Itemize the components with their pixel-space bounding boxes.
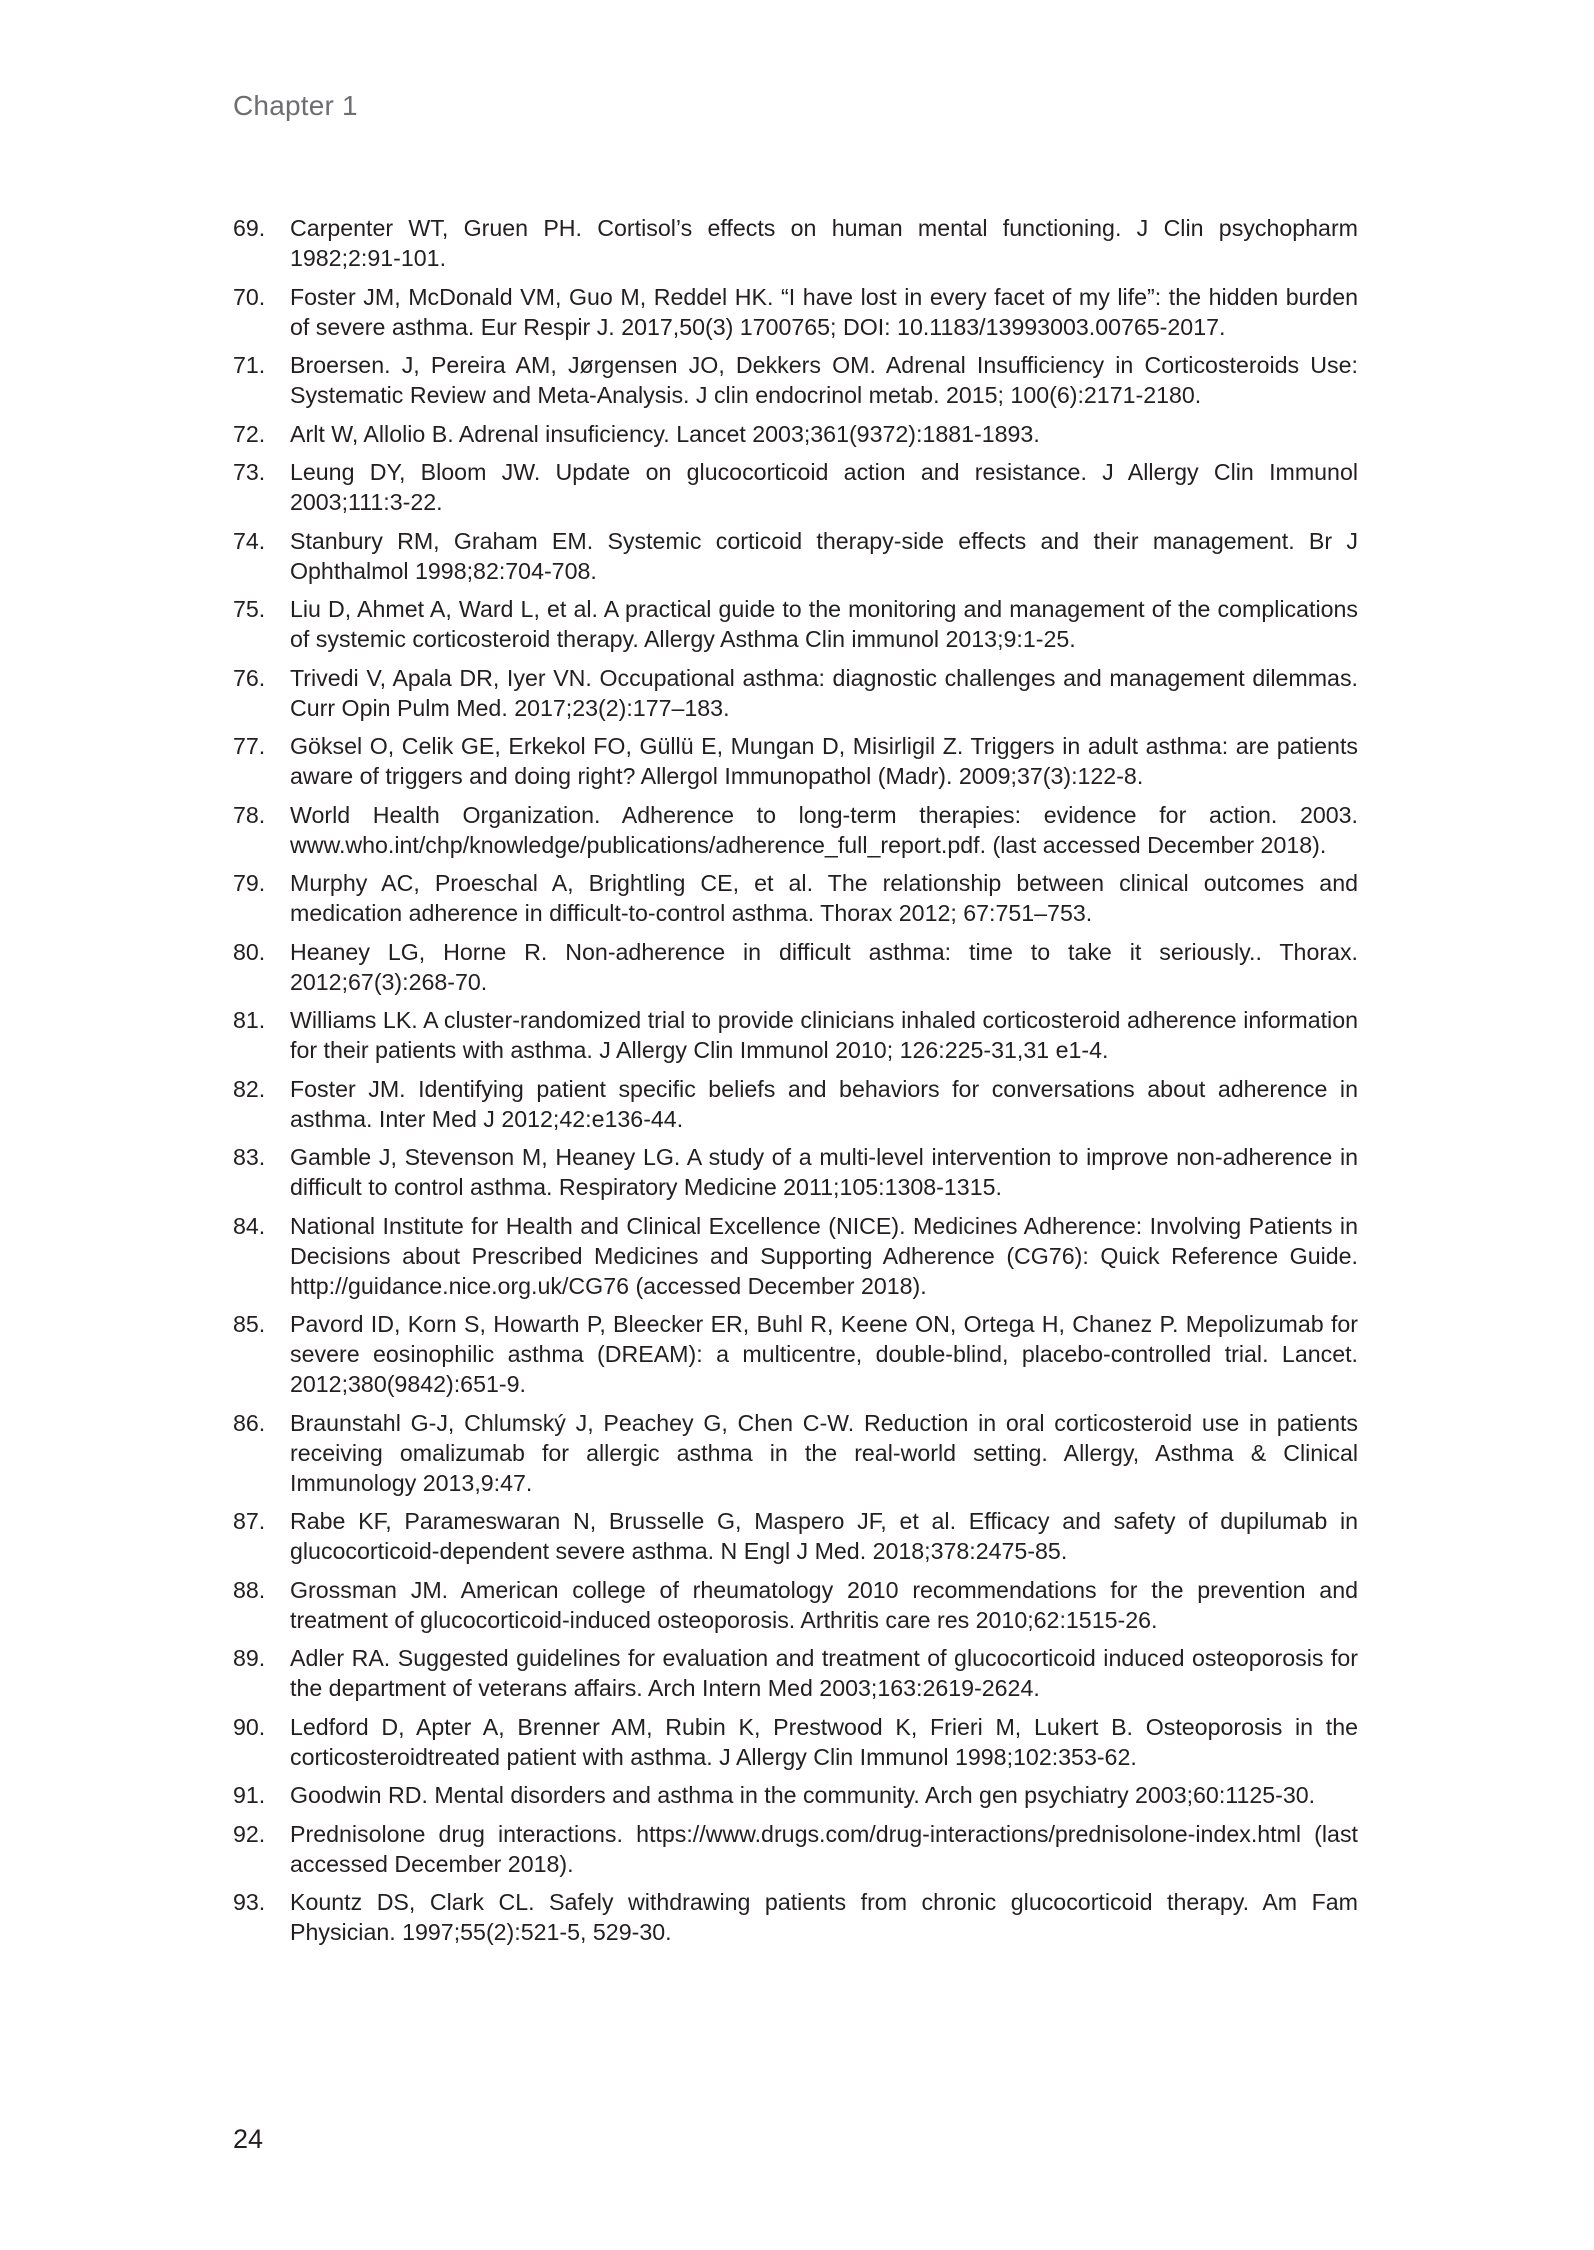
- reference-text: Murphy AC, Proeschal A, Brightling CE, et al. The relationship between clinical outcomes and medication adherence in difficult-to-control asthma. Thorax 2012; 67:751–753.: [290, 870, 1358, 926]
- reference-item: [233, 1005, 1358, 1065]
- reference-text: Williams LK. A cluster-randomized trial to provide clinicians inhaled corticosteroid adherence information for their patients with asthma. J Allergy Clin Immunol 2010; 126:225-31,31 e1-4.: [290, 1007, 1358, 1063]
- reference-text: Stanbury RM, Graham EM. Systemic corticoid therapy-side effects and their management. Br J Ophthalmol 1998;82:704-708.: [290, 527, 1358, 584]
- reference-item: [233, 1408, 1358, 1498]
- reference-item: [233, 1643, 1358, 1703]
- reference-number: 70.: [233, 283, 266, 310]
- reference-text: Foster JM. Identifying patient specific beliefs and behaviors for conversations about adherence in asthma. Inter Med J 2012;42:e136-44.: [290, 1075, 1358, 1132]
- reference-number: 87.: [233, 1508, 266, 1534]
- reference-number: 84.: [233, 1212, 266, 1239]
- reference-text: Arlt W, Allolio B. Adrenal insuficiency. Lancet 2003;361(9372):1881-1893.: [290, 420, 1040, 447]
- reference-list: [233, 213, 1358, 1956]
- reference-item: [233, 731, 1358, 791]
- reference-number: 91.: [233, 1782, 266, 1808]
- reference-item: [233, 1211, 1358, 1301]
- reference-text: Carpenter WT, Gruen PH. Cortisol’s effects on human mental functioning. J Clin psychopharm 1982;2:91-101.: [290, 215, 1358, 271]
- page-number: 24: [233, 2124, 264, 2154]
- reference-text: Rabe KF, Parameswaran N, Brusselle G, Maspero JF, et al. Efficacy and safety of dupilumab in glucocorticoid-dependent severe asthma. N Engl J Med. 2018;378:2475-85.: [290, 1508, 1358, 1564]
- reference-text: Ledford D, Apter A, Brenner AM, Rubin K, Prestwood K, Frieri M, Lukert B. Osteoporosis in the corticosteroidtreated patient with asthma. J Allergy Clin Immunol 1998;102:353-62.: [290, 1713, 1358, 1770]
- reference-number: 88.: [233, 1576, 266, 1603]
- reference-number: 93.: [233, 1889, 266, 1915]
- reference-text: Heaney LG, Horne R. Non-adherence in difficult asthma: time to take it seriously.. Thorax. 2012;67(3):268-70.: [290, 938, 1358, 995]
- reference-item: [233, 1887, 1358, 1947]
- reference-item: [233, 350, 1358, 410]
- reference-number: 85.: [233, 1311, 266, 1337]
- reference-text: Foster JM, McDonald VM, Guo M, Reddel HK. “I have lost in every facet of my life”: the hidden burden of severe asthma. Eur Respir J. 2017,50(3) 1700765; DOI: 10.1183/13993003.00765-2017.: [290, 283, 1358, 340]
- reference-number: 76.: [233, 664, 266, 691]
- chapter-header: Chapter 1: [233, 90, 358, 121]
- reference-item: [233, 1712, 1358, 1772]
- reference-item: [233, 1506, 1358, 1566]
- reference-number: 82.: [233, 1075, 266, 1102]
- reference-item: [233, 800, 1358, 860]
- reference-text: Broersen. J, Pereira AM, Jørgensen JO, Dekkers OM. Adrenal Insufficiency in Corticosteroids Use: Systematic Review and Meta-Analysis. J clin endocrinol metab. 2015; 100(6):2171-2180.: [290, 352, 1358, 408]
- reference-item: [233, 1142, 1358, 1202]
- reference-number: 69.: [233, 215, 266, 241]
- reference-item: [233, 1575, 1358, 1635]
- reference-number: 73.: [233, 459, 266, 485]
- reference-item: [233, 594, 1358, 654]
- reference-number: 75.: [233, 596, 266, 622]
- reference-item: [233, 1780, 1358, 1810]
- reference-number: 71.: [233, 352, 266, 378]
- reference-item: [233, 868, 1358, 928]
- reference-number: 79.: [233, 870, 266, 896]
- reference-item: [233, 526, 1358, 586]
- reference-item: [233, 282, 1358, 342]
- reference-number: 77.: [233, 733, 266, 759]
- reference-number: 92.: [233, 1820, 266, 1847]
- reference-text: Trivedi V, Apala DR, Iyer VN. Occupational asthma: diagnostic challenges and management dilemmas. Curr Opin Pulm Med. 2017;23(2):177–183.: [290, 664, 1358, 721]
- reference-text: Gamble J, Stevenson M, Heaney LG. A study of a multi-level intervention to improve non-adherence in difficult to control asthma. Respiratory Medicine 2011;105:1308-1315.: [290, 1144, 1358, 1200]
- reference-text: Grossman JM. American college of rheumatology 2010 recommendations for the prevention and treatment of glucocorticoid-induced osteoporosis. Arthritis care res 2010;62:1515-26.: [290, 1576, 1358, 1633]
- reference-item: [233, 457, 1358, 517]
- reference-text: National Institute for Health and Clinical Excellence (NICE). Medicines Adherence: Involving Patients in Decisions about Prescribed Medicines and Supporting Adherence (CG76): Quick Reference Guide. http://guidance.nice.org.uk/CG76 (accessed December 2018).: [290, 1212, 1358, 1299]
- reference-item: [233, 1074, 1358, 1134]
- reference-number: 89.: [233, 1645, 266, 1671]
- reference-text: Adler RA. Suggested guidelines for evaluation and treatment of glucocorticoid induced osteoporosis for the department of veterans affairs. Arch Intern Med 2003;163:2619-2624.: [290, 1645, 1358, 1701]
- reference-number: 83.: [233, 1144, 266, 1170]
- reference-number: 81.: [233, 1007, 266, 1033]
- reference-number: 86.: [233, 1409, 266, 1436]
- reference-number: 80.: [233, 938, 266, 965]
- reference-text: Goodwin RD. Mental disorders and asthma in the community. Arch gen psychiatry 2003;60:1125-30.: [290, 1782, 1316, 1808]
- reference-text: Leung DY, Bloom JW. Update on glucocorticoid action and resistance. J Allergy Clin Immunol 2003;111:3-22.: [290, 459, 1358, 515]
- reference-text: World Health Organization. Adherence to long-term therapies: evidence for action. 2003. www.who.int/chp/knowledge/publications/adherence_full_report.pdf. (last accessed December 2018).: [290, 801, 1358, 858]
- reference-number: 74.: [233, 527, 266, 554]
- reference-text: Prednisolone drug interactions. https://www.drugs.com/drug-interactions/prednisolone-index.html (last accessed December 2018).: [290, 1820, 1358, 1877]
- reference-text: Göksel O, Celik GE, Erkekol FO, Güllü E, Mungan D, Misirligil Z. Triggers in adult asthma: are patients aware of triggers and doing right? Allergol Immunopathol (Madr). 2009;37(3):122-8.: [290, 733, 1358, 789]
- reference-text: Braunstahl G-J, Chlumský J, Peachey G, Chen C-W. Reduction in oral corticosteroid use in patients receiving omalizumab for allergic asthma in the real-world setting. Allergy, Asthma & Clinical Immunology 2013,9:47.: [290, 1409, 1358, 1496]
- reference-text: Liu D, Ahmet A, Ward L, et al. A practical guide to the monitoring and management of the complications of systemic corticosteroid therapy. Allergy Asthma Clin immunol 2013;9:1-25.: [290, 596, 1358, 652]
- reference-number: 72.: [233, 420, 266, 447]
- reference-item: [233, 213, 1358, 273]
- reference-item: [233, 1309, 1358, 1399]
- reference-number: 78.: [233, 801, 266, 828]
- reference-item: [233, 419, 1358, 449]
- reference-item: [233, 937, 1358, 997]
- reference-text: Pavord ID, Korn S, Howarth P, Bleecker ER, Buhl R, Keene ON, Ortega H, Chanez P. Mepolizumab for severe eosinophilic asthma (DREAM): a multicentre, double-blind, placebo-controlled trial. Lancet. 2012;380(9842):651-9.: [290, 1311, 1358, 1397]
- reference-item: [233, 663, 1358, 723]
- reference-number: 90.: [233, 1713, 266, 1740]
- reference-text: Kountz DS, Clark CL. Safely withdrawing patients from chronic glucocorticoid therapy. Am Fam Physician. 1997;55(2):521-5, 529-30.: [290, 1889, 1358, 1945]
- reference-item: [233, 1819, 1358, 1879]
